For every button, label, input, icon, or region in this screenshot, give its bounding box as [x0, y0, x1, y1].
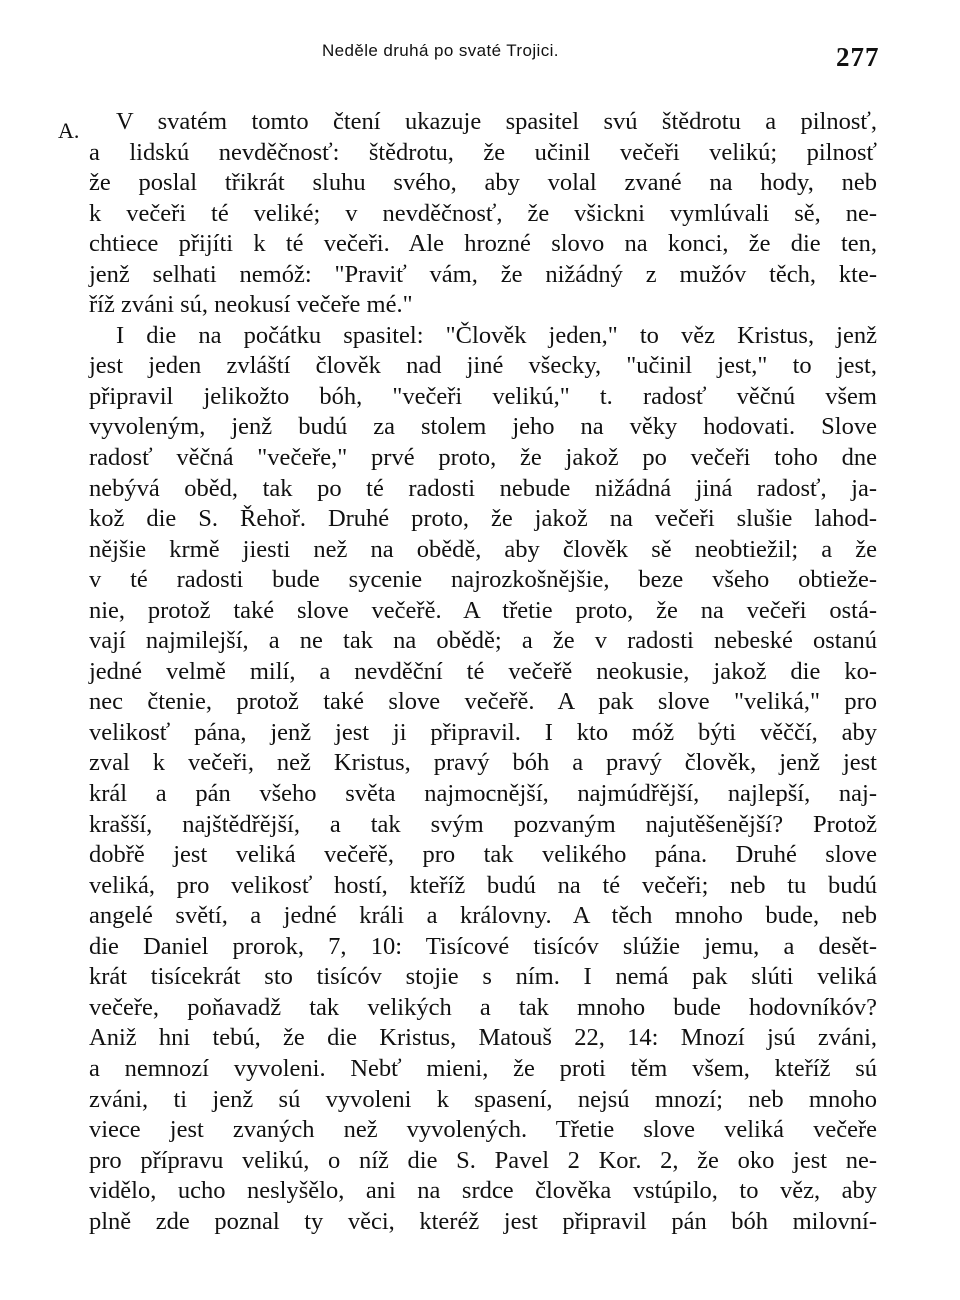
- text-line: dobřě jest veliká večeřě, pro tak velikého pána. Druhé slove: [89, 841, 877, 869]
- running-header-title: Neděle druhá po svaté Trojici.: [322, 41, 559, 60]
- text-line: kož die S. Řehoř. Druhé proto, že jakož na večeři slušie lahod-: [89, 505, 877, 533]
- text-line: zváni, ti jenž sú vyvoleni k spasení, nejsú mnozí; neb mnoho: [89, 1085, 877, 1113]
- text-line: v té radosti bude sycenie najrozkošnějšie, beze všeho obtiežе-: [89, 566, 877, 594]
- text-line: nebývá oběd, tak po té radosti nebude nižádná jiná radosť, ja-: [89, 474, 877, 502]
- text-line: říž zváni sú, neokusí večeře mé.": [89, 291, 413, 319]
- text-line: a lidskú nevděčnosť: štědrotu, že učinil večeři velikú; pilnosť: [89, 138, 877, 166]
- text-line: zval k večeři, než Kristus, pravý bóh a pravý člověk, jenž jest: [89, 749, 877, 777]
- text-line: vyvoleným, jenž budú za stolem jeho na věky hodovati. Slove: [89, 413, 877, 441]
- text-line: nec čtenie, protož také slove večeřě. A pak slove "veliká," pro: [89, 688, 877, 716]
- text-line: pro přípravu velikú, o níž die S. Pavel 2 Kor. 2, že oko jest ne-: [89, 1146, 877, 1174]
- text-line: velikosť pána, jenž jest ji připravil. I kto móž býti věččí, aby: [89, 718, 877, 746]
- text-line: I die na počátku spasitel: "Člověk jeden," to věz Kristus, jenž: [116, 321, 877, 349]
- text-line: a nemnozí vyvoleni. Nebť mienі, že proti těm všem, kteříž sú: [89, 1054, 877, 1082]
- body-text: [89, 107, 877, 1237]
- text-line: vidělo, ucho neslyšělo, ani na srdce člověka vstúpilo, to věz, aby: [89, 1177, 877, 1205]
- text-line: Aniž hni tebú, že die Kristus, Matouš 22, 14: Mnozí jsú zváni,: [89, 1024, 877, 1052]
- text-line: že poslal třikrát sluhu svého, aby volal zvané na hody, neb: [89, 169, 877, 197]
- text-line: plně zde poznal ty věci, kteréž jest připravil pán bóh milovní-: [89, 1207, 877, 1235]
- text-line: viece jest zvaných než vyvolených. Třetie slove veliká večeře: [89, 1116, 877, 1144]
- text-line: jedné velmě milí, a nevděční té večeřě neokusie, jakož die ko-: [89, 657, 877, 685]
- text-line: die Daniel prorok, 7, 10: Tisícové tisícóv slúžie jemu, a desět-: [89, 932, 877, 960]
- text-line: angelé světí, a jedné králi a královny. A těch mnoho bude, neb: [89, 902, 877, 930]
- text-line: jest jeden zvláští člověk nad jiné všecky, "učinil jest," to jest,: [89, 352, 877, 380]
- text-line: nie, protož také slove večeřě. A třetie proto, že na večeři ostá-: [89, 596, 877, 624]
- section-marker: A.: [58, 118, 80, 143]
- text-line: jenž selhati nemóž: "Praviť vám, že nižádný z mužóv těch, kte-: [89, 260, 877, 288]
- text-line: večeře, poňavadž tak velikých a tak mnoho bude hodovníkóv?: [89, 993, 877, 1021]
- text-line: radosť věčná "večeře," prvé proto, že jakož po večeři toho dne: [89, 444, 877, 472]
- text-line: chtiece přijíti k té večeři. Ale hrozné slovo na konci, že die ten,: [89, 230, 877, 258]
- text-line: připravil jelikožto bóh, "večeři velikú," t. radosť věčnú všem: [89, 382, 877, 410]
- text-line: král a pán všeho světa najmocnější, najmúdřější, najlepší, naj-: [89, 780, 877, 808]
- text-line: krašší, najštědřější, a tak svým pozvaným najutěšenější? Protož: [89, 810, 877, 838]
- text-line: veliká, pro velikosť hostí, kteříž budú na té večeři; neb tu budú: [89, 871, 877, 899]
- page-number: 277: [836, 42, 880, 72]
- text-line: nějšie krmě jiesti než na obědě, aby člověk sě neobtiežil; a že: [89, 535, 877, 563]
- text-line: krát tisícekrát sto tisícóv stojie s ním. I nemá pak slúti veliká: [89, 963, 877, 991]
- text-line: k večeři té veliké; v nevděčnosť, že všickni vymlúvali sě, ne-: [89, 199, 877, 227]
- text-line: vají najmilejší, a ne tak na obědě; a že v radosti nebeské ostanú: [89, 627, 877, 655]
- text-line: V svatém tomto čtení ukazuje spasitel svú štědrotu a pilnosť,: [116, 108, 877, 135]
